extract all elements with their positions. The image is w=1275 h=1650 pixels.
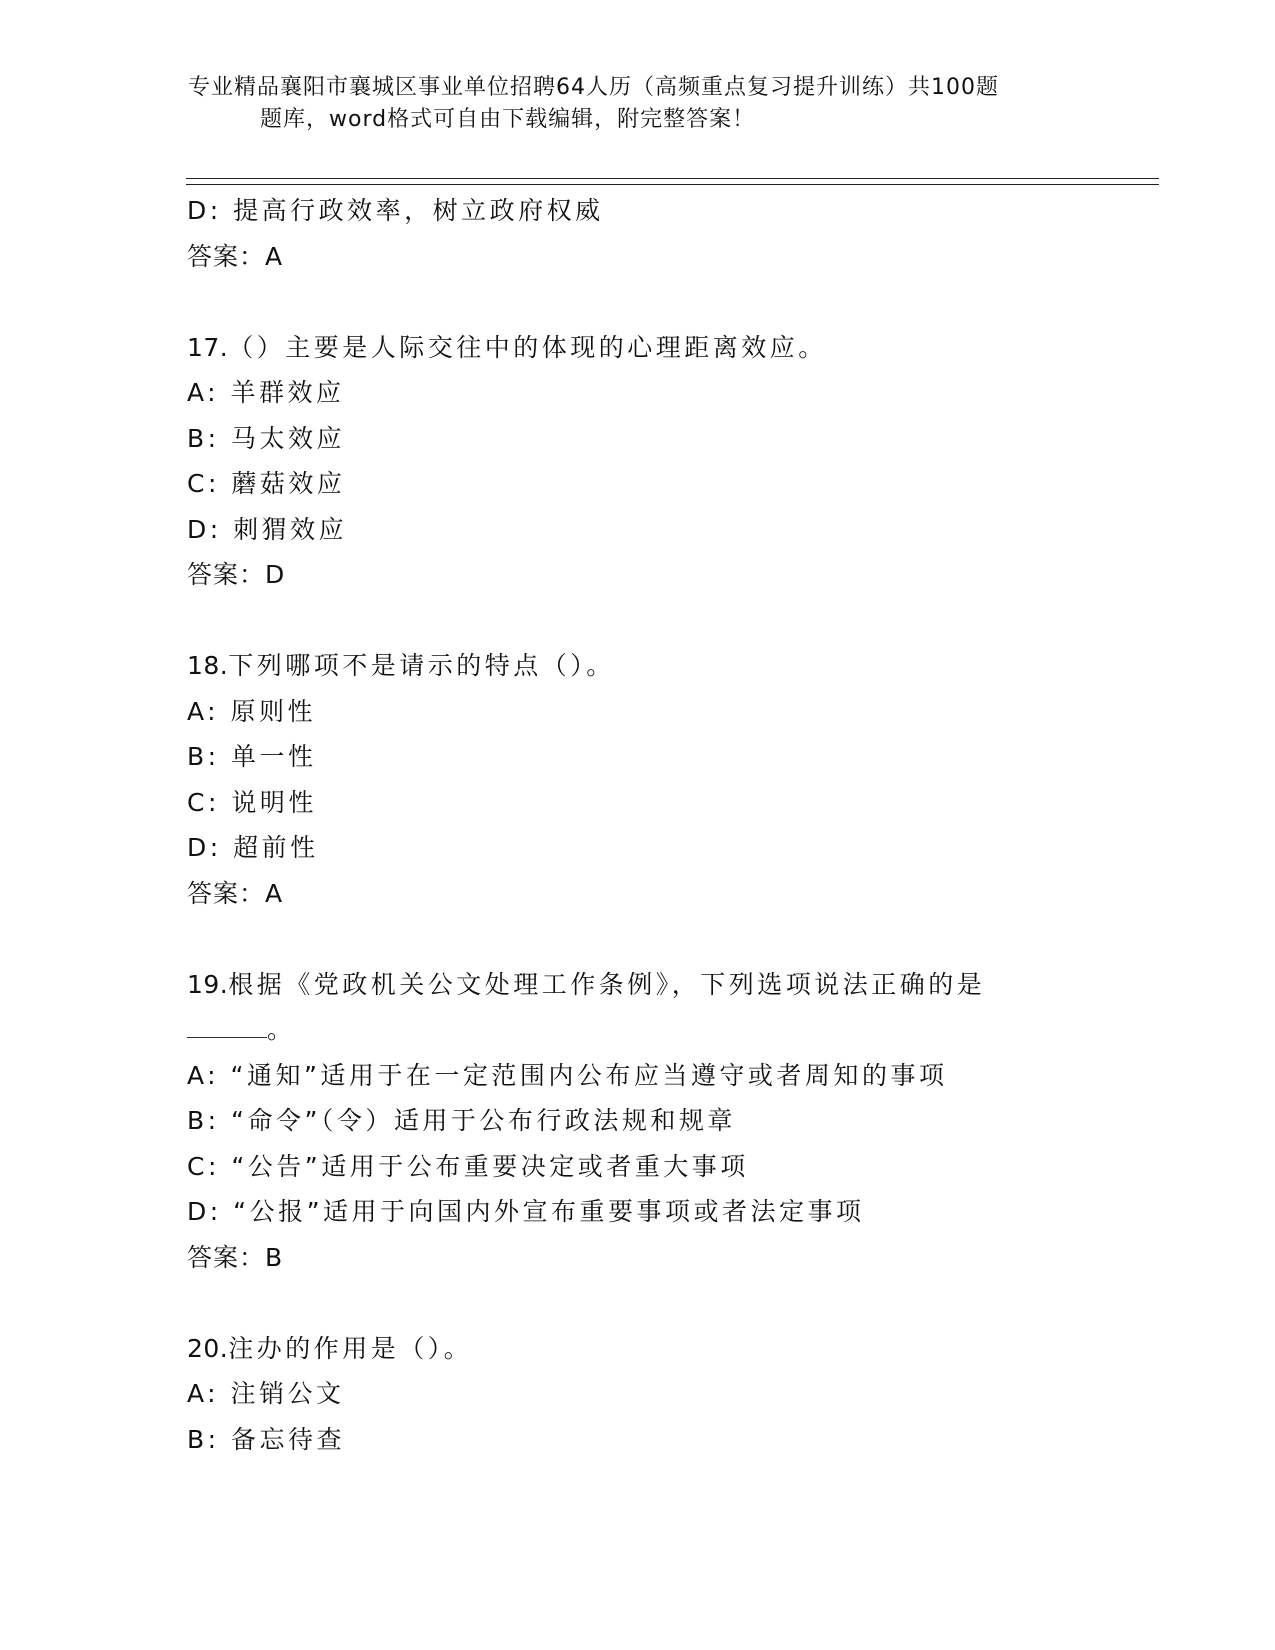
question-text: 注办的作用是（）。 (228, 1333, 473, 1363)
question-17-option-b: B: 马太效应 (187, 423, 346, 453)
header-rule-top (186, 178, 1159, 179)
question-18-option-b: B: 单一性 (187, 742, 317, 771)
header-rule-bottom (186, 184, 1159, 185)
question-17-answer: 答案：D (187, 560, 286, 589)
question-20-option-a: A: 注销公文 (187, 1379, 345, 1408)
question-19-stem (187, 962, 1147, 1008)
question-text: 下列哪项不是请示的特点（）。 (228, 651, 615, 680)
question-18-option-d: D: 超前性 (187, 833, 319, 862)
question-number: 19. (187, 969, 229, 999)
question-17-option-a: A: 羊群效应 (187, 378, 345, 407)
header-title-line2: 题库，word格式可自由下载编辑，附完整答案！ (260, 107, 756, 132)
question-17-stem (187, 325, 1147, 371)
question-list (187, 188, 1147, 1462)
question-text-end: 。 (267, 1015, 296, 1044)
question-17-option-d: D: 刺猬效应 (187, 514, 348, 544)
question-20-stem (187, 1326, 1147, 1372)
question-number: 17. (187, 332, 229, 362)
question-18-answer: 答案：A (187, 878, 284, 908)
question-number: 20. (187, 1333, 229, 1363)
fill-blank (187, 1015, 267, 1038)
question-19-option-b: B: “命令”（令）适用于公布行政法规和规章 (187, 1106, 736, 1135)
question-19-stem-continuation (187, 1007, 1147, 1053)
question-17-option-c: C: 蘑菇效应 (187, 469, 346, 498)
question-18-option-c: C: 说明性 (187, 787, 317, 817)
prev-answer: 答案：A (187, 241, 284, 271)
question-number: 18. (187, 651, 229, 680)
question-18-stem (187, 643, 1147, 689)
document-header (160, 72, 1110, 136)
prev-option-d: D: 提高行政效率，树立政府权威 (187, 196, 604, 225)
question-19-answer: 答案：B (187, 1242, 284, 1272)
question-20-option-b: B: 备忘待查 (187, 1424, 346, 1454)
question-text: （）主要是人际交往中的体现的心理距离效应。 (228, 332, 827, 362)
question-text: 根据《党政机关公文处理工作条例》，下列选项说法正确的是 (228, 969, 986, 999)
question-18-option-a: A: 原则性 (187, 696, 317, 726)
question-19-option-d: D: “公报”适用于向国内外宣布重要事项或者法定事项 (187, 1197, 865, 1226)
question-19-option-a: A: “通知”适用于在一定范围内公布应当遵守或者周知的事项 (187, 1060, 948, 1090)
header-title-line1: 专业精品襄阳市襄城区事业单位招聘64人历（高频重点复习提升训练）共100题 (188, 75, 999, 100)
question-19-option-c: C: “公告”适用于公布重要决定或者重大事项 (187, 1151, 749, 1181)
